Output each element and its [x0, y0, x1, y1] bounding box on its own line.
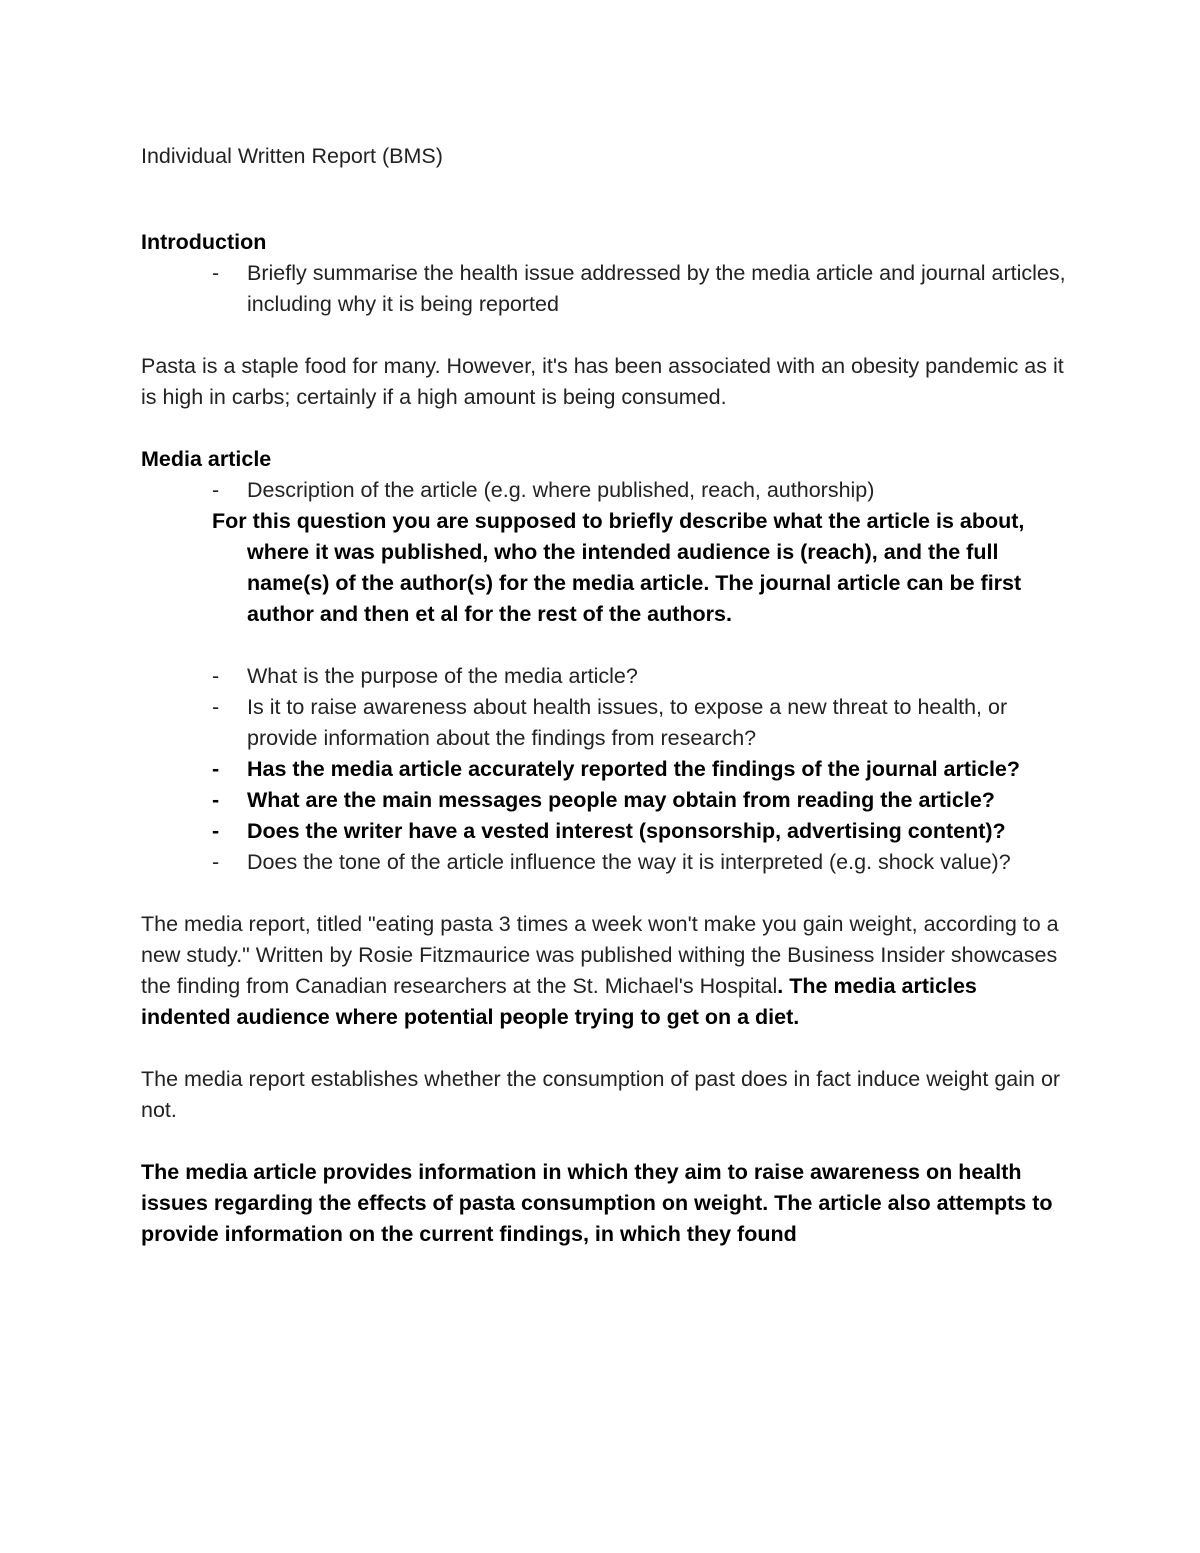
- media-article-heading: Media article: [141, 447, 272, 471]
- question-item: - Does the writer have a vested interest (sponsorship, advertising content)?: [247, 816, 1071, 847]
- media-questions: [141, 661, 1071, 878]
- introduction-answer: Pasta is a staple food for many. However, it's has been associated with an obesity pandemic as it is high in carbs; certainly if a high amount is being consumed.: [141, 354, 1064, 409]
- question-item: - What is the purpose of the media article?: [247, 661, 1071, 692]
- question-item: - Does the tone of the article influence the way it is interpreted (e.g. shock value)?: [247, 847, 1071, 878]
- media-article-findings: The media article provides information in which they aim to raise awareness on health issues regarding the effects of pasta consumption on weight. The article also attempts to provide information on the current findings, in which they found: [141, 1160, 1053, 1246]
- media-report-text: The media report, titled "eating pasta 3 times a week won't make you gain weight, according to a new study." Written by Rosie Fitzmaurice was published withing the Business Insider showcases the finding from Canadian researchers at the St. Michael's Hospital: [141, 912, 1059, 998]
- media-description-bullet: - Description of the article (e.g. where published, reach, authorship): [247, 475, 1071, 506]
- media-report-paragraph: [141, 909, 1071, 1033]
- introduction-bullet: - Briefly summarise the health issue addressed by the media article and journal articles, including why it is being reported: [247, 258, 1071, 320]
- question-item: - Is it to raise awareness about health issues, to expose a new threat to health, or provide information about the findings from research?: [247, 692, 1071, 754]
- introduction-bullets: [141, 258, 1071, 320]
- instruction-note: For this question you are supposed to briefly describe what the article is about, where it was published, who the intended audience is (reach), and the full name(s) of the author(s) for the media article. The journal article can be first author and then et al for the rest of the authors.: [212, 509, 1025, 626]
- media-description-bullets: [141, 475, 1071, 506]
- media-report-purpose: The media report establishes whether the consumption of past does in fact induce weight gain or not.: [141, 1067, 1061, 1122]
- question-item: - Has the media article accurately reported the findings of the journal article?: [247, 754, 1071, 785]
- media-report-audience: . The media articles indented audience where potential people trying to get on a diet.: [141, 974, 977, 1029]
- question-item: - What are the main messages people may obtain from reading the article?: [247, 785, 1071, 816]
- document-content: [141, 141, 1071, 1250]
- document-title: Individual Written Report (BMS): [141, 144, 443, 168]
- introduction-heading: Introduction: [141, 230, 267, 254]
